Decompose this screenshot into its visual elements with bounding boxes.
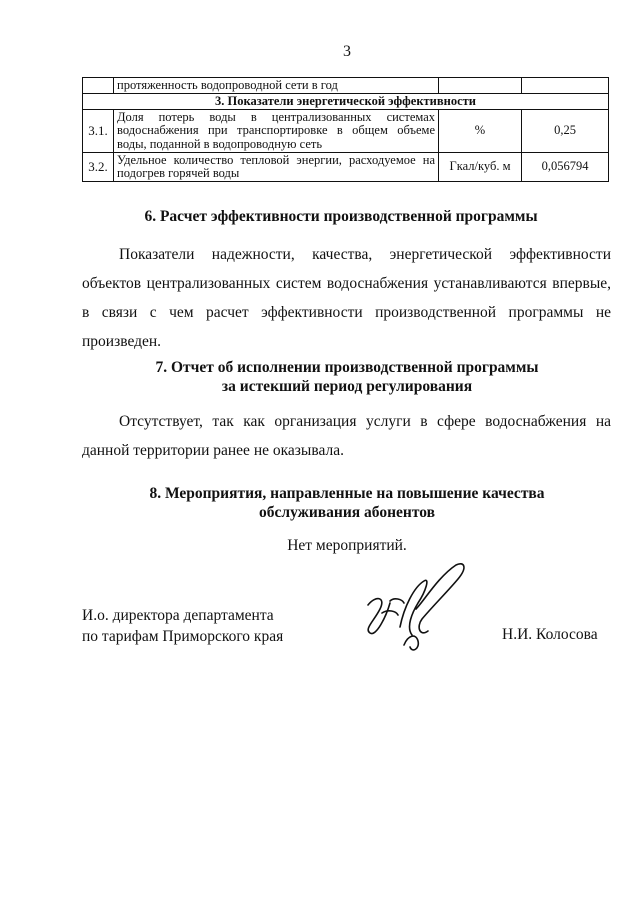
signatory-position: И.о. директора департамента по тарифам Приморского края xyxy=(82,607,284,645)
table-row xyxy=(83,78,609,94)
row-unit xyxy=(439,78,522,94)
section8-text: Нет мероприятий. xyxy=(287,537,407,554)
section7-title-line1: 7. Отчет об исполнении производственной программы xyxy=(155,359,539,376)
table-row xyxy=(83,152,609,181)
table-section-row xyxy=(83,94,609,110)
section8-title-line2: обслуживания абонентов xyxy=(259,504,435,521)
row-description: Доля потерь воды в централизованных системах водоснабжения при транспортировке в общем объеме воды, поданной в водопроводную сеть xyxy=(114,110,439,152)
indicators-table xyxy=(82,77,609,182)
row-unit: Гкал/куб. м xyxy=(439,152,522,181)
row-number: 3.1. xyxy=(83,110,114,152)
section6-paragraph: Показатели надежности, качества, энергетической эффективности объектов централизованных систем водоснабжения устанавливаются впервые, в связи с чем расчет эффективности производственной программы не произведен. xyxy=(82,246,611,350)
handwritten-signature xyxy=(360,557,480,662)
section7-paragraph: Отсутствует, так как организация услуги в сфере водоснабжения на данной территории ранее не оказывала. xyxy=(82,413,611,459)
row-number xyxy=(83,78,114,94)
row-value: 0,056794 xyxy=(522,152,609,181)
row-description: Удельное количество тепловой энергии, расходуемое на подогрев горячей воды xyxy=(114,152,439,181)
row-value xyxy=(522,78,609,94)
row-number: 3.2. xyxy=(83,152,114,181)
row-unit: % xyxy=(439,110,522,152)
section7-title-line2: за истекший период регулирования xyxy=(221,378,473,395)
section6-title: 6. Расчет эффективности производственной программы xyxy=(144,208,538,225)
page-number: 3 xyxy=(343,43,351,60)
table-row xyxy=(83,110,609,152)
row-value: 0,25 xyxy=(522,110,609,152)
row-description: протяженность водопроводной сети в год xyxy=(114,78,439,94)
section8-title-line1: 8. Мероприятия, направленные на повышение качества xyxy=(149,485,545,502)
section-title: 3. Показатели энергетической эффективности xyxy=(83,94,609,110)
signatory-name: Н.И. Колосова xyxy=(502,626,598,643)
